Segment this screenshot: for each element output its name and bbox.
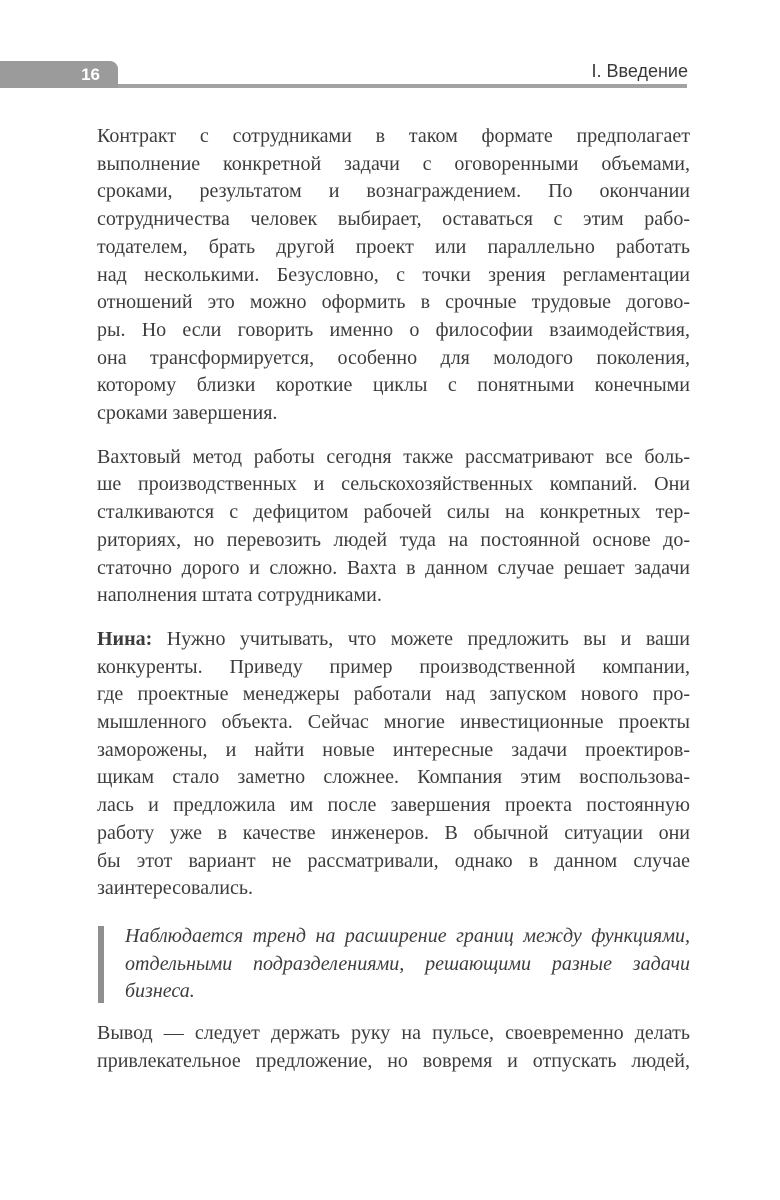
speaker-text: Нужно учитывать, что можете предложить вы и ваши bbox=[166, 627, 690, 650]
speaker-name: Нина: bbox=[97, 627, 153, 650]
text-line: где проектные менеджеры работали над запуском нового про- bbox=[97, 683, 690, 706]
text-line: лась и предложила им после завершения проекта постоянную bbox=[97, 794, 690, 817]
paragraph-3-nina bbox=[97, 626, 690, 903]
paragraph-2 bbox=[97, 444, 690, 610]
chapter-running-title: I. Введение bbox=[591, 61, 688, 81]
page-number-tab bbox=[0, 61, 118, 88]
paragraph-1 bbox=[97, 123, 690, 428]
text-line: наполнения штата сотрудниками. bbox=[97, 584, 382, 607]
text-line: статочно дорого и сложно. Вахта в данном случае решает задачи bbox=[97, 556, 690, 579]
text-line: выполнение конкретной задачи с оговоренными объемами, bbox=[97, 152, 690, 175]
text-line: Вахтовый метод работы сегодня также рассматривают все боль- bbox=[97, 445, 690, 468]
text-line: риториях, но перевозить людей туда на постоянной основе до- bbox=[97, 528, 690, 551]
text-line: работу уже в качестве инженеров. В обычной ситуации они bbox=[97, 821, 690, 844]
text-line: сроками, результатом и вознаграждением. По окончании bbox=[97, 180, 690, 203]
quote-line: отдельными подразделениями, решающими разные задачи bbox=[125, 952, 690, 975]
text-line: ше производственных и сельскохозяйственных компаний. Они bbox=[97, 473, 690, 496]
quote-line: Наблюдается тренд на расширение границ между функциями, bbox=[125, 924, 690, 947]
text-line: которому близки короткие циклы с понятными конечными bbox=[97, 374, 690, 397]
paragraph-4 bbox=[97, 1020, 690, 1075]
quote-line: бизнеса. bbox=[125, 980, 195, 1003]
text-line: конкуренты. Приведу пример производственной компании, bbox=[97, 655, 690, 678]
header-rule bbox=[118, 84, 687, 88]
text-line: она трансформируется, особенно для молодого поколения, bbox=[97, 346, 690, 369]
page-number: 16 bbox=[81, 65, 100, 84]
text-line: бы этот вариант не рассматривали, однако в данном случае bbox=[97, 849, 690, 872]
text-line: заморожены, и найти новые интересные задачи проектиров- bbox=[97, 738, 690, 761]
text-line: сроками завершения. bbox=[97, 402, 278, 425]
text-line: отношений это можно оформить в срочные трудовые догово- bbox=[97, 291, 690, 314]
text-line bbox=[97, 626, 690, 654]
text-line: Вывод — следует держать руку на пульсе, своевременно делать bbox=[97, 1022, 690, 1045]
text-line: сотрудничества человек выбирает, оставаться с этим рабо- bbox=[97, 208, 690, 231]
text-line: щикам стало заметно сложнее. Компания этим воспользова- bbox=[97, 766, 690, 789]
text-line: над несколькими. Безусловно, с точки зрения регламентации bbox=[97, 263, 690, 286]
page-body bbox=[97, 123, 690, 1092]
text-line: тодателем, брать другой проект или параллельно работать bbox=[97, 235, 690, 258]
text-line: ры. Но если говорить именно о философии взаимодействия, bbox=[97, 318, 690, 341]
quote-bar bbox=[98, 926, 104, 1003]
pull-quote bbox=[97, 923, 690, 1006]
text-line: привлекательное предложение, но вовремя и отпускать людей, bbox=[97, 1049, 690, 1072]
text-line: Контракт с сотрудниками в таком формате предполагает bbox=[97, 125, 690, 147]
text-line: заинтересовались. bbox=[97, 877, 253, 900]
text-line: сталкиваются с дефицитом рабочей силы на конкретных тер- bbox=[97, 501, 690, 524]
text-line: мышленного объекта. Сейчас многие инвестиционные проекты bbox=[97, 711, 690, 734]
